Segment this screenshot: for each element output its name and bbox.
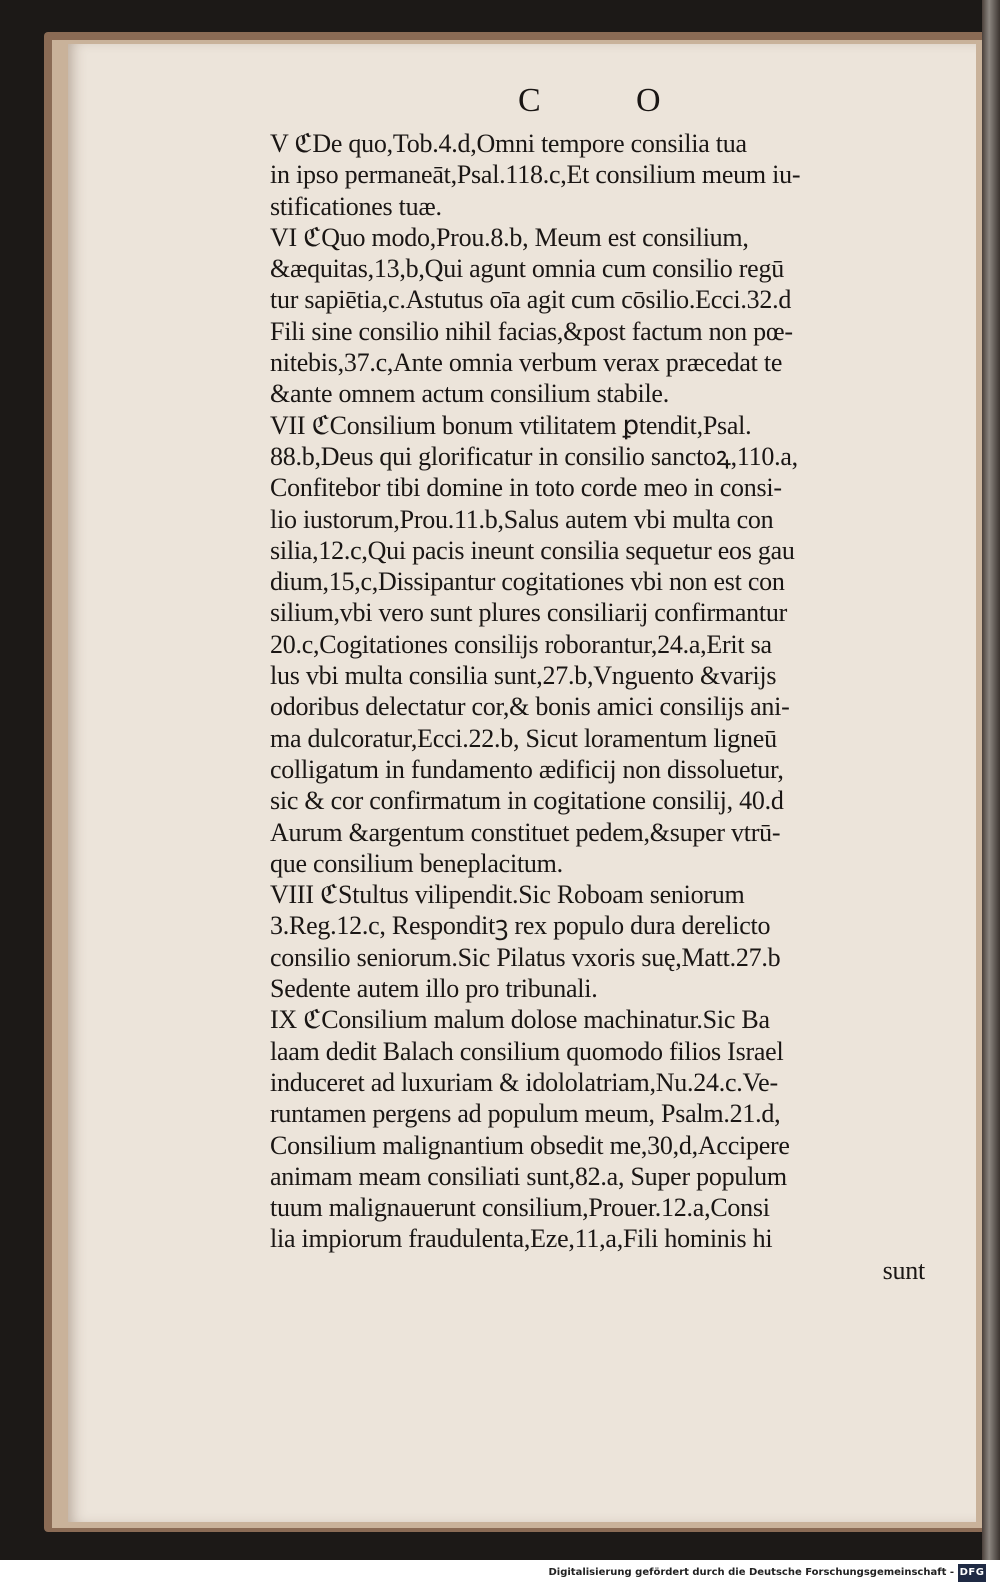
text-line: nitebis,37.c,Ante omnia verbum verax præcedat te	[270, 348, 783, 378]
text-line: &ante omnem actum consilium stabile.	[270, 379, 669, 409]
text-line: tur sapiētia,c.Astutus oīa agit cum cōsilio.Ecci.32.d	[270, 285, 792, 315]
text-line: in ipso permaneāt,Psal.118.c,Et consilium meum iu-	[270, 160, 801, 190]
funding-notice: Digitalisierung gefördert durch die Deutsche Forschungsgemeinschaft -	[548, 1567, 954, 1578]
text-line: 3.Reg.12.c, Responditꝫ rex populo dura derelicto	[270, 911, 771, 941]
adjacent-page-edge	[982, 0, 1000, 1560]
dfg-logo: DFG	[958, 1564, 986, 1582]
text-line: Confitebor tibi domine in toto corde meo in consi-	[270, 473, 782, 503]
footer-bar	[0, 1560, 1000, 1588]
page-header	[518, 82, 678, 122]
text-line: VII ℭConsilium bonum vtilitatem ꝑtendit,Psal.	[270, 410, 752, 440]
text-line: VIII ℭStultus vilipendit.Sic Roboam seniorum	[270, 880, 745, 910]
text-line: stificationes tuæ.	[270, 191, 442, 221]
text-line: V ℭDe quo,Tob.4.d,Omni tempore consilia tua	[270, 129, 747, 158]
text-line: induceret ad luxuriam & idololatriam,Nu.24.c.Ve-	[270, 1067, 778, 1097]
text-line: dium,15,c,Dissipantur cogitationes vbi non est con	[270, 567, 785, 597]
catchword: sunt	[882, 1255, 925, 1285]
header-right-letter: O	[636, 82, 661, 119]
text-line: Consilium malignantium obsedit me,30,d,Accipere	[270, 1130, 790, 1160]
text-line: Fili sine consilio nihil facias,&post factum non pœ-	[270, 316, 793, 346]
text-line: odoribus delectatur cor,& bonis amici consilijs ani-	[270, 692, 790, 722]
text-line: colligatum in fundamento ædificij non dissoluetur,	[270, 754, 784, 784]
text-line: VI ℭQuo modo,Prou.8.b, Meum est consilium,	[270, 222, 749, 252]
header-left-letter: C	[518, 82, 541, 119]
body-text	[270, 128, 925, 1286]
text-line: IX ℭConsilium malum dolose machinatur.Sic Ba	[270, 1005, 770, 1035]
text-line: tuum malignauerunt consilium,Prouer.12.a,Consi	[270, 1193, 770, 1223]
text-line: laam dedit Balach consilium quomodo filios Israel	[270, 1036, 784, 1066]
text-line: consilio seniorum.Sic Pilatus vxoris suę,Matt.27.b	[270, 942, 781, 972]
text-line: sic & cor confirmatum in cogitatione consilij, 40.d	[270, 786, 784, 816]
text-line: lus vbi multa consilia sunt,27.b,Vnguento &varijs	[270, 661, 777, 691]
text-line: silia,12.c,Qui pacis ineunt consilia sequetur eos gau	[270, 535, 795, 565]
text-line: lio iustorum,Prou.11.b,Salus autem vbi multa con	[270, 504, 774, 534]
text-line: ma dulcoratur,Ecci.22.b, Sicut loramentum ligneū	[270, 723, 777, 753]
text-line: que consilium beneplacitum.	[270, 848, 563, 878]
text-line: Sedente autem illo pro tribunali.	[270, 974, 598, 1004]
text-line: 88.b,Deus qui glorificatur in consilio sanctoꝝ,110.a,	[270, 441, 798, 471]
text-line: lia impiorum fraudulenta,Eze,11,a,Fili hominis hi	[270, 1224, 773, 1254]
text-line: animam meam consiliati sunt,82.a, Super populum	[270, 1161, 787, 1191]
text-line: &æquitas,13,b,Qui agunt omnia cum consilio regū	[270, 254, 784, 284]
text-line: silium,vbi vero sunt plures consiliarij confirmantur	[270, 598, 788, 628]
text-line: Aurum &argentum constituet pedem,&super vtrū-	[270, 817, 781, 847]
text-line: runtamen pergens ad populum meum, Psalm.21.d,	[270, 1099, 781, 1129]
text-line: 20.c,Cogitationes consilijs roborantur,24.a,Erit sa	[270, 629, 772, 659]
